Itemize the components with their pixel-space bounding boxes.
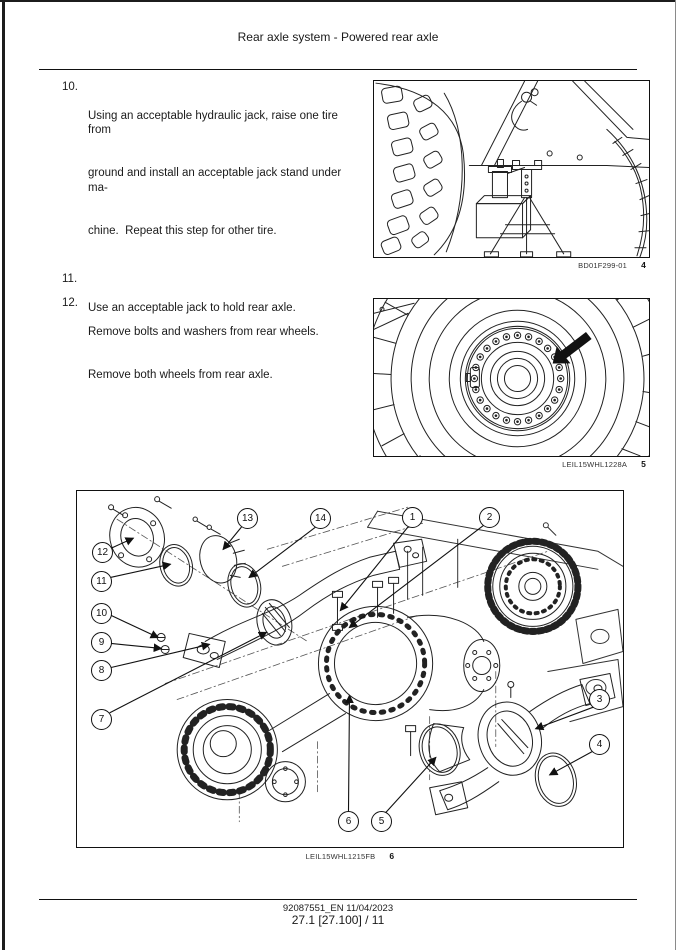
figure-caption [373, 260, 650, 270]
header-rule [39, 69, 637, 70]
wheel-bolt-dots [473, 334, 562, 423]
axle-exploded-illustration [77, 491, 623, 847]
footer-rule [39, 899, 637, 900]
wheel-hub-illustration [374, 299, 649, 456]
fasteners [157, 577, 415, 755]
step-10 [62, 80, 364, 267]
step-text-line: Using an acceptable hydraulic jack, raise one tire from [88, 109, 342, 137]
step-number: 12. [62, 297, 78, 309]
figure-code: LEIL15WHL1215FB [305, 852, 376, 861]
tire-tread-blocks [380, 86, 444, 256]
step-text-line: Remove both wheels from rear axle. [88, 369, 273, 382]
figure-number: 6 [389, 851, 395, 861]
axle-tube-and-hub [177, 694, 345, 802]
callout-1: 1 [402, 507, 423, 528]
callout-12: 12 [92, 542, 113, 563]
callout-3: 3 [589, 689, 610, 710]
step-number: 11. [62, 273, 78, 285]
footer-page-ref: 27.1 [27.100] / 11 [291, 913, 385, 927]
wheel-bolt-ring [471, 332, 564, 425]
callout-10: 10 [91, 603, 112, 624]
page-edge-left [2, 0, 5, 950]
rear-support-and-orings [414, 674, 615, 815]
callout-6: 6 [338, 811, 359, 832]
callout-9: 9 [91, 632, 112, 653]
figure-jack-stand-box [373, 80, 650, 258]
callout-14: 14 [310, 508, 331, 529]
page-title: Rear axle system - Powered rear axle [237, 30, 439, 44]
jack-stand-illustration [374, 81, 649, 257]
figure-caption [373, 459, 650, 469]
front-support-arm [183, 539, 426, 667]
figure-code: BD01F299-01 [578, 261, 628, 270]
callout-7: 7 [91, 709, 112, 730]
figure-axle-exploded-box [76, 490, 624, 848]
step-text-line: chine. Repeat this step for other tire. [88, 225, 277, 238]
callout-leader-lines [110, 521, 595, 813]
callout-5: 5 [371, 811, 392, 832]
callout-2: 2 [479, 507, 500, 528]
figure-caption [76, 851, 624, 861]
figure-code: LEIL15WHL1228A [562, 460, 628, 469]
figure-number: 5 [641, 459, 646, 469]
callout-13: 13 [237, 508, 258, 529]
figure-wheel-hub-box [373, 298, 650, 457]
step-text-line: Remove bolts and washers from rear wheels. [88, 325, 319, 338]
step-text-line: ground and install an acceptable jack stand under ma- [88, 167, 345, 194]
step-12 [62, 296, 364, 411]
callout-11: 11 [91, 571, 112, 592]
differential-housing [318, 606, 499, 771]
callout-8: 8 [91, 660, 112, 681]
page-edge-top [0, 0, 676, 2]
callout-4: 4 [589, 734, 610, 755]
ring-gear [488, 541, 578, 631]
figure-number: 4 [641, 260, 646, 270]
step-number: 10. [62, 81, 78, 93]
footer-doc-ref: 92087551_EN 11/04/2023 [282, 903, 394, 914]
frame-centerlines [117, 507, 548, 822]
step-text-line: Use an acceptable jack to hold rear axle. [88, 301, 296, 314]
